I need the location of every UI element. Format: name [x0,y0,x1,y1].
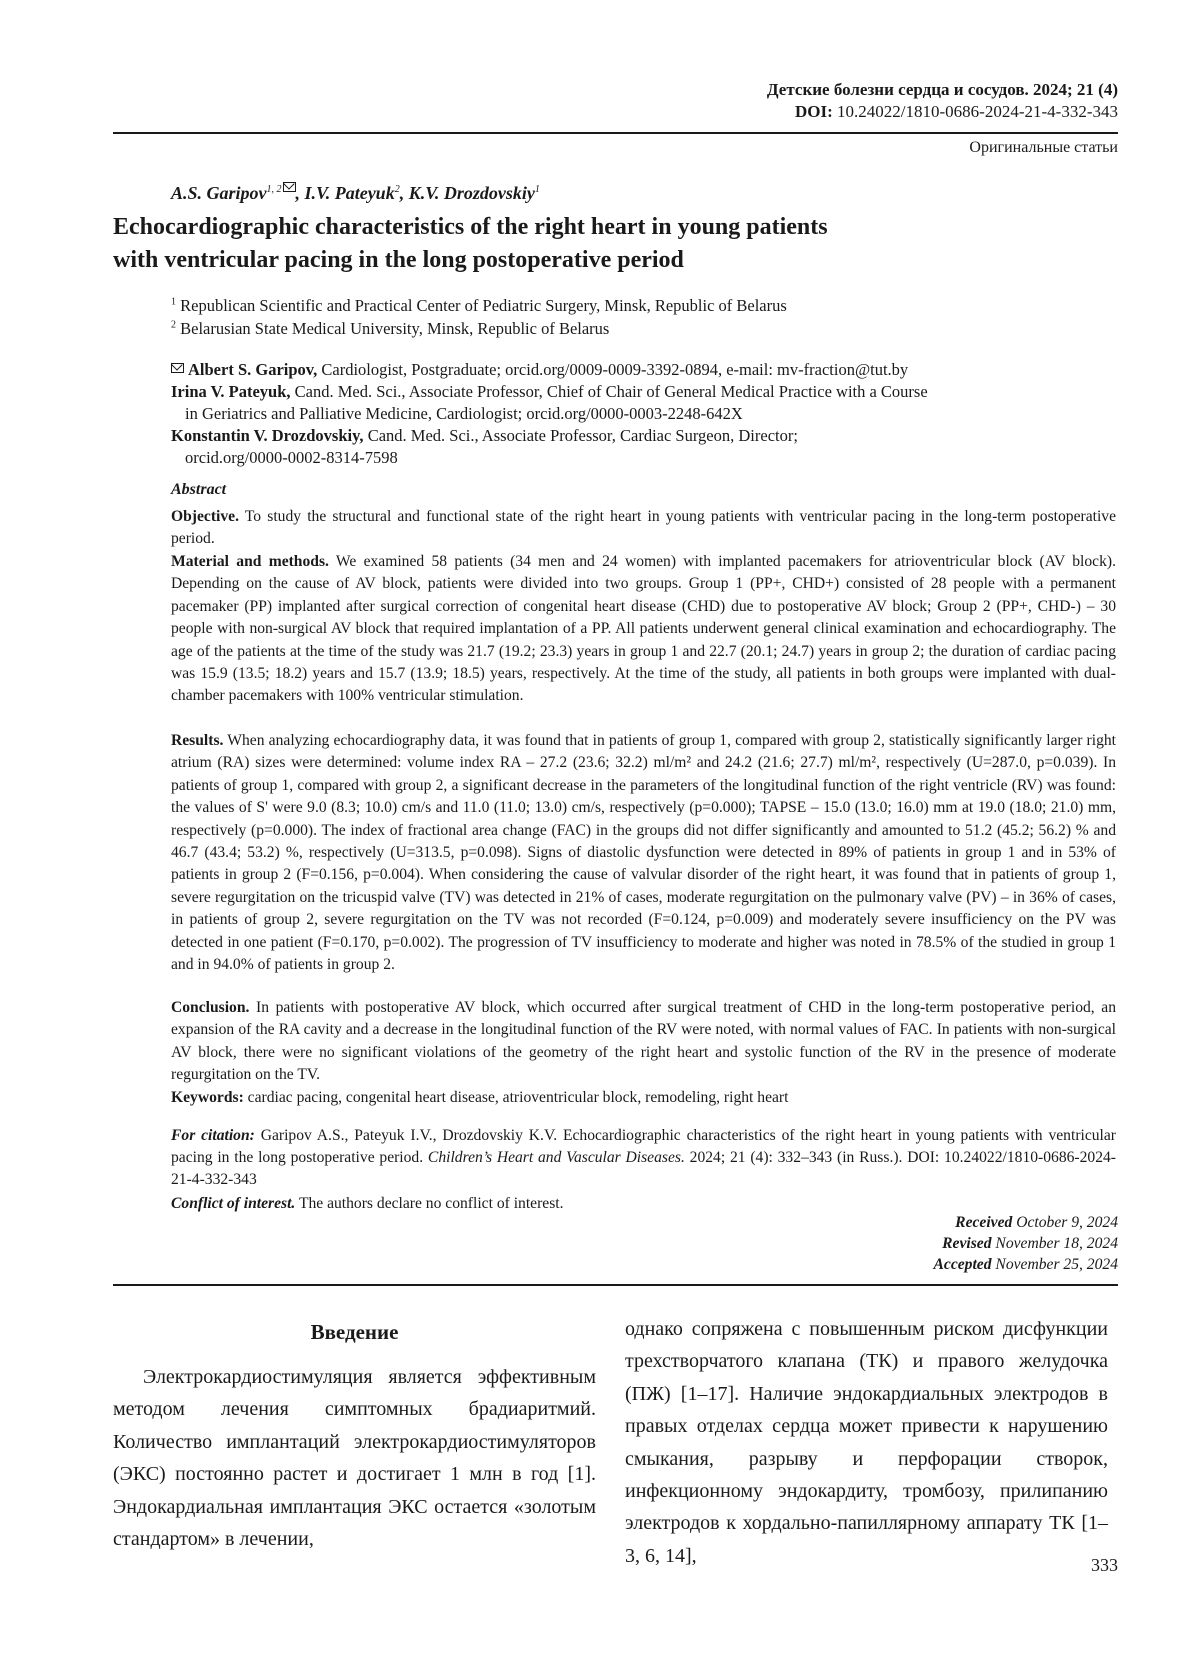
doi-value[interactable]: 10.24022/1810-0686-2024-21-4-332-343 [837,102,1118,121]
intro-heading: Введение [310,1320,399,1344]
author-name: I.V. Pateyuk [304,183,395,203]
author-separator: , [399,183,409,203]
author-info-details: orcid.org/0000-0002-8314-7598 [185,448,398,467]
abstract-label: Material and methods. [171,553,329,570]
author-affiliation-marker: 2 [394,184,400,195]
doi-label: DOI: [795,102,833,121]
envelope-icon [283,182,296,192]
author-name: A.S. Garipov [171,183,267,203]
date-value: November 25, 2024 [991,1256,1118,1273]
abstract-label: Results. [171,732,224,749]
affiliation [171,319,609,339]
intro-paragraph: однако сопряжена с повышенным риском дисфункции трехстворчатого клапана (ТК) и правого желудочка (ПЖ) [1–17]. Наличие эндокардиальных электродов в правых отделах сердца может привести к нарушению смыкания, разрыву и перфорации створок, инфекционному эндокардиту, тромбозу, прилипанию электродов к хордально-папиллярному аппарату ТК [1–3, 6, 14], [625,1318,1108,1567]
section-divider [113,1284,1118,1286]
author-info-details: in Geriatrics and Palliative Medicine, Cardiologist; orcid.org/0000-0003-2248-642X [185,404,743,423]
abstract-objective [171,506,1116,551]
abstract-methods [171,551,1116,708]
envelope-icon [171,363,184,373]
author-info [171,425,1091,469]
author-info [171,359,1091,381]
abstract-body: We examined 58 patients (34 men and 24 women) with implanted pacemakers for atrioventricular block (AV block). Depending on the cause of AV block, patients were divided into two groups. Group 1 (PP+, CHD+) consisted of 28 people with a permanent pacemaker (PP) implanted after surgical correction of congenital heart disease (CHD) due to postoperative AV block; Group 2 (PP+, CHD-) – 30 people with non-surgical AV block that required implantation of a PP. All patients underwent general clinical examination and echocardiography. The age of the patients at the time of the study was 21.7 (19.2; 23.3) years in group 1 and 22.7 (20.1; 24.7) years in group 2; the duration of cardiac pacing was 15.9 (13.5; 18.2) years and 15.7 (13.9; 18.5) years, respectively. At the time of the study, all patients in both groups were implanted with dual-chamber pacemakers with 100% ventricular stimulation. [171,553,1116,705]
author-info-details: Cardiologist, Postgraduate; orcid.org/0009-0009-3392-0894, e-mail: mv-fraction@tut.by [317,360,909,379]
abstract-label: Conclusion. [171,999,250,1016]
article-title-line: Echocardiographic characteristics of the right heart in young patients [113,214,828,240]
date-revised [942,1235,1118,1253]
header-divider [113,132,1118,134]
conflict-label: Conflict of interest. [171,1195,296,1212]
citation-text: 2024; 21 (4): 332–343 (in Russ.). DOI: 10.24022/1810-0686-2024-21-4-332-343 [171,1149,1116,1188]
affiliation-number: 1 [171,296,176,308]
article-title [113,211,1013,277]
affiliation-number: 2 [171,319,176,331]
affiliation-text: Belarusian State Medical University, Minsk, Republic of Belarus [180,319,610,338]
affiliation [171,296,787,316]
date-value: October 9, 2024 [1012,1214,1118,1231]
author-info-name: Konstantin V. Drozdovskiy, [171,426,364,445]
author-separator: , [295,183,305,203]
page-number: 333 [1091,1555,1118,1575]
author-name: K.V. Drozdovskiy [408,183,535,203]
abstract-body: In patients with postoperative AV block, which occurred after surgical treatment of CHD in the long-term postoperative period, an expansion of the RA cavity and a decrease in the longitudinal function of the RV were noted, with normal values of FAC. In patients with non-surgical AV block, there were no significant violations of the geometry of the right heart and systolic function of the RV in the presence of moderate regurgitation on the TV. [171,999,1116,1084]
affiliation-text: Republican Scientific and Practical Center of Pediatric Surgery, Minsk, Republic of Belarus [180,296,787,315]
conflict-of-interest [171,1195,564,1213]
author-info [171,381,1091,425]
date-accepted [934,1256,1118,1274]
keywords-text: cardiac pacing, congenital heart disease, atrioventricular block, remodeling, right heart [243,1089,789,1106]
date-received [955,1214,1118,1232]
author-info-details: Cand. Med. Sci., Associate Professor, Chief of Chair of General Medical Practice with a Course [290,382,928,401]
doi-line [795,102,1118,122]
abstract-conclusion [171,997,1116,1087]
author-affiliation-marker: 1, 2 [266,184,282,195]
intro-text-left [113,1361,596,1555]
author-list [171,182,540,204]
author-info-name: Irina V. Pateyuk, [171,382,291,401]
keywords [171,1087,1116,1109]
article-title-line: with ventricular pacing in the long postoperative period [113,247,684,273]
date-label: Accepted [933,1256,992,1273]
citation-text: Garipov A.S., Pateyuk I.V., Drozdovskiy K.V. Echocardiographic characteristics of the right heart in young patients with ventricular pacing in the long postoperative period. [171,1127,1117,1166]
intro-paragraph: Электрокардиостимуляция является эффективным методом лечения симптомных брадиаритмий. Количество имплантаций электрокардиостимуляторов (ЭКС) постоянно растет и достигает 1 млн в год [1]. Эндокардиальная имплантация ЭКС остается «золотым стандартом» в лечении, [113,1366,596,1551]
section-label: Оригинальные статьи [969,139,1118,156]
abstract-body: When analyzing echocardiography data, it was found that in patients of group 1, compared with group 2, statistically significantly larger right atrium (RA) sizes were determined: volume index RA – 27.2 (23.6; 32.2) ml/m² and 24.2 (21.6; 27.7) ml/m², respectively (U=287.0, p=0.039). In patients of group 1, compared with group 2, a significant decrease in the parameters of the longitudinal function of the right ventricle (RV) was found: the values of S' were 9.0 (8.3; 10.0) cm/s and 11.0 (11.0; 13.0) cm/s, respectively (p=0.000); TAPSE – 15.0 (13.0; 16.0) mm at 19.0 (18.0; 21.0) mm, respectively (p=0.000). The index of fractional area change (FAC) in the groups did not differ significantly and amounted to 51.2 (45.2; 56.2) % and 46.7 (43.4; 53.2) %, respectively (U=313.5, p=0.098). Signs of diastolic dysfunction were detected in 89% of patients in group 1 and in 53% of patients in group 2 (F=0.156, p=0.004). When considering the cause of valvular disorder of the right heart, it was found that in patients of group 1, severe regurgitation on the tricuspid valve (TV) was detected in 21% of cases, moderate regurgitation on the pulmonary valve (PV) – in 36% of cases, in patients of group 2, severe regurgitation on the TV was not recorded (F=0.124, p=0.009) and moderately severe insufficiency on the PV was detected in one patient (F=0.170, p=0.002). The progression of TV insufficiency to moderate and higher was noted in 78.5% of the studied in group 1 and in 94.0% of patients in group 2. [171,732,1116,974]
abstract-label: Objective. [171,508,239,525]
abstract-heading: Abstract [171,481,227,498]
citation-journal: Children’s Heart and Vascular Diseases. [427,1149,685,1166]
abstract-results [171,730,1116,976]
conflict-text: The authors declare no conflict of interest. [295,1195,564,1212]
citation-label: For citation: [171,1127,255,1144]
citation [171,1125,1116,1191]
author-affiliation-marker: 1 [534,184,540,195]
author-info-name: Albert S. Garipov, [188,360,318,379]
date-label: Received [955,1214,1013,1231]
keywords-label: Keywords: [171,1089,244,1106]
date-value: November 18, 2024 [991,1235,1118,1252]
date-label: Revised [942,1235,992,1252]
intro-text-right [625,1313,1108,1572]
abstract-body: To study the structural and functional state of the right heart in young patients with ventricular pacing in the long-term postoperative period. [171,508,1116,548]
author-info-details: Cand. Med. Sci., Associate Professor, Cardiac Surgeon, Director; [363,426,798,445]
journal-title: Детские болезни сердца и сосудов. 2024; 21 (4) [766,80,1118,99]
